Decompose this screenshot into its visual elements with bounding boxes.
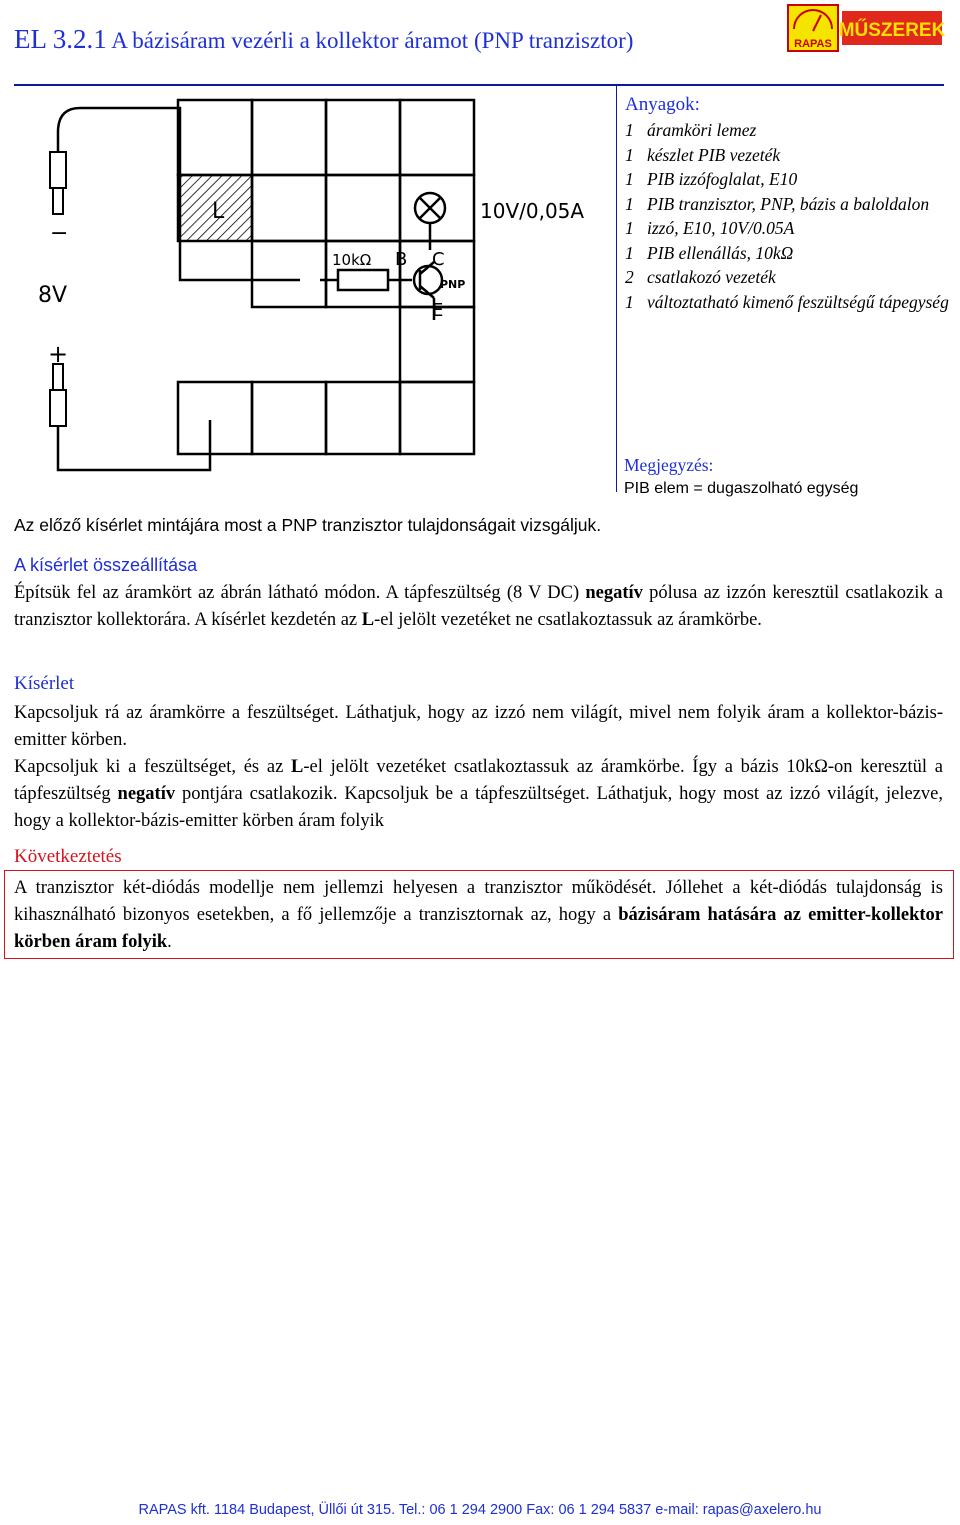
- resistor-label: 10kΩ: [332, 251, 372, 269]
- materials-item: 2 csatlakozó vezeték: [625, 267, 776, 287]
- materials-list: [625, 118, 955, 314]
- title-number: EL 3.2.1: [14, 24, 107, 54]
- materials-item: 1 PIB tranzisztor, PNP, bázis a baloldalon: [625, 193, 930, 214]
- title-text: A bázisáram vezérli a kollektor áramot (PNP tranzisztor): [111, 28, 634, 53]
- materials-item: 1 PIB ellenállás, 10kΩ: [625, 242, 794, 263]
- lamp-rating-label: 10V/0,05A: [480, 199, 585, 223]
- setup-text: Építsük fel az áramkört az ábrán látható módon. A tápfeszültség (8 V DC) negatív pólusa az izzón keresztül csatlakozik a tranzisztor kollektorára. A kísérlet kezdetén az L-el jelölt vezetéket ne csatlakoztassuk az áramkörbe.: [14, 583, 943, 630]
- intro-text: Az előző kísérlet mintájára most a PNP tranzisztor tulajdonságait vizsgáljuk.: [14, 515, 602, 535]
- base-label: B: [395, 249, 408, 270]
- collector-label: C: [432, 249, 445, 270]
- rapas-logo: [786, 3, 946, 53]
- materials-item: 1 PIB izzófoglalat, E10: [625, 169, 798, 189]
- note-heading: Megjegyzés:: [624, 455, 714, 475]
- logo-left-text: RAPAS: [794, 38, 832, 50]
- materials-item: 1 áramköri lemez: [625, 120, 757, 140]
- footer-contact: RAPAS kft. 1184 Budapest, Üllői út 315. Tel.: 06 1 294 2900 Fax: 06 1 294 5837 e-mail: rapas@axelero.hu: [138, 1502, 822, 1518]
- page-title: [14, 24, 633, 55]
- experiment-heading: Kísérlet: [14, 673, 75, 694]
- voltage-label: 8V: [38, 283, 68, 308]
- materials-item: 1 készlet PIB vezeték: [625, 144, 781, 165]
- experiment-text-2: Kapcsoljuk ki a feszültséget, és az L-el jelölt vezetéket csatlakoztassuk az áramkörbe. Így a bázis 10kΩ-on keresztül a tápfeszültség negatív pontjára csatlakozik. Kapcsoljuk be a tápfeszültséget. Láthatjuk, hogy most az izzó világít, jelezve, hogy a kollektor-bázis-emitter körben áram folyik: [14, 757, 944, 831]
- logo-right-text: MŰSZEREK: [838, 20, 946, 41]
- conclusion-text: A tranzisztor két-diódás modellje nem jellemzi helyesen a tranzisztor működését. Jóllehet a két-diódás tulajdonság is kihasználható bizonyos esetekben, a fő jellemzője a tranzisztornak az, hogy a bázisáram hatására az emitter-kollektor körben áram folyik.: [14, 878, 944, 952]
- minus-label: −: [50, 221, 69, 246]
- L-label: L: [212, 199, 225, 224]
- pnp-label: PNP: [440, 278, 466, 291]
- materials-heading: Anyagok:: [625, 94, 700, 115]
- materials-item: 1 változtatható kimenő feszültségű tápegység: [625, 291, 949, 312]
- experiment-text-1: Kapcsoljuk rá az áramkörre a feszültséget. Láthatjuk, hogy az izzó nem világít, mivel nem folyik áram a kollektor-bázis-emitter körben.: [14, 703, 943, 750]
- conclusion-heading: Következtetés: [14, 846, 122, 867]
- emitter-label: E: [432, 300, 444, 321]
- materials-panel: [616, 86, 955, 492]
- note-text: PIB elem = dugaszolható egység: [624, 480, 859, 497]
- materials-item: 1 izzó, E10, 10V/0.05A: [625, 218, 795, 238]
- plus-label: +: [48, 340, 69, 368]
- circuit-diagram: [20, 90, 610, 490]
- setup-heading: A kísérlet összeállítása: [14, 555, 198, 575]
